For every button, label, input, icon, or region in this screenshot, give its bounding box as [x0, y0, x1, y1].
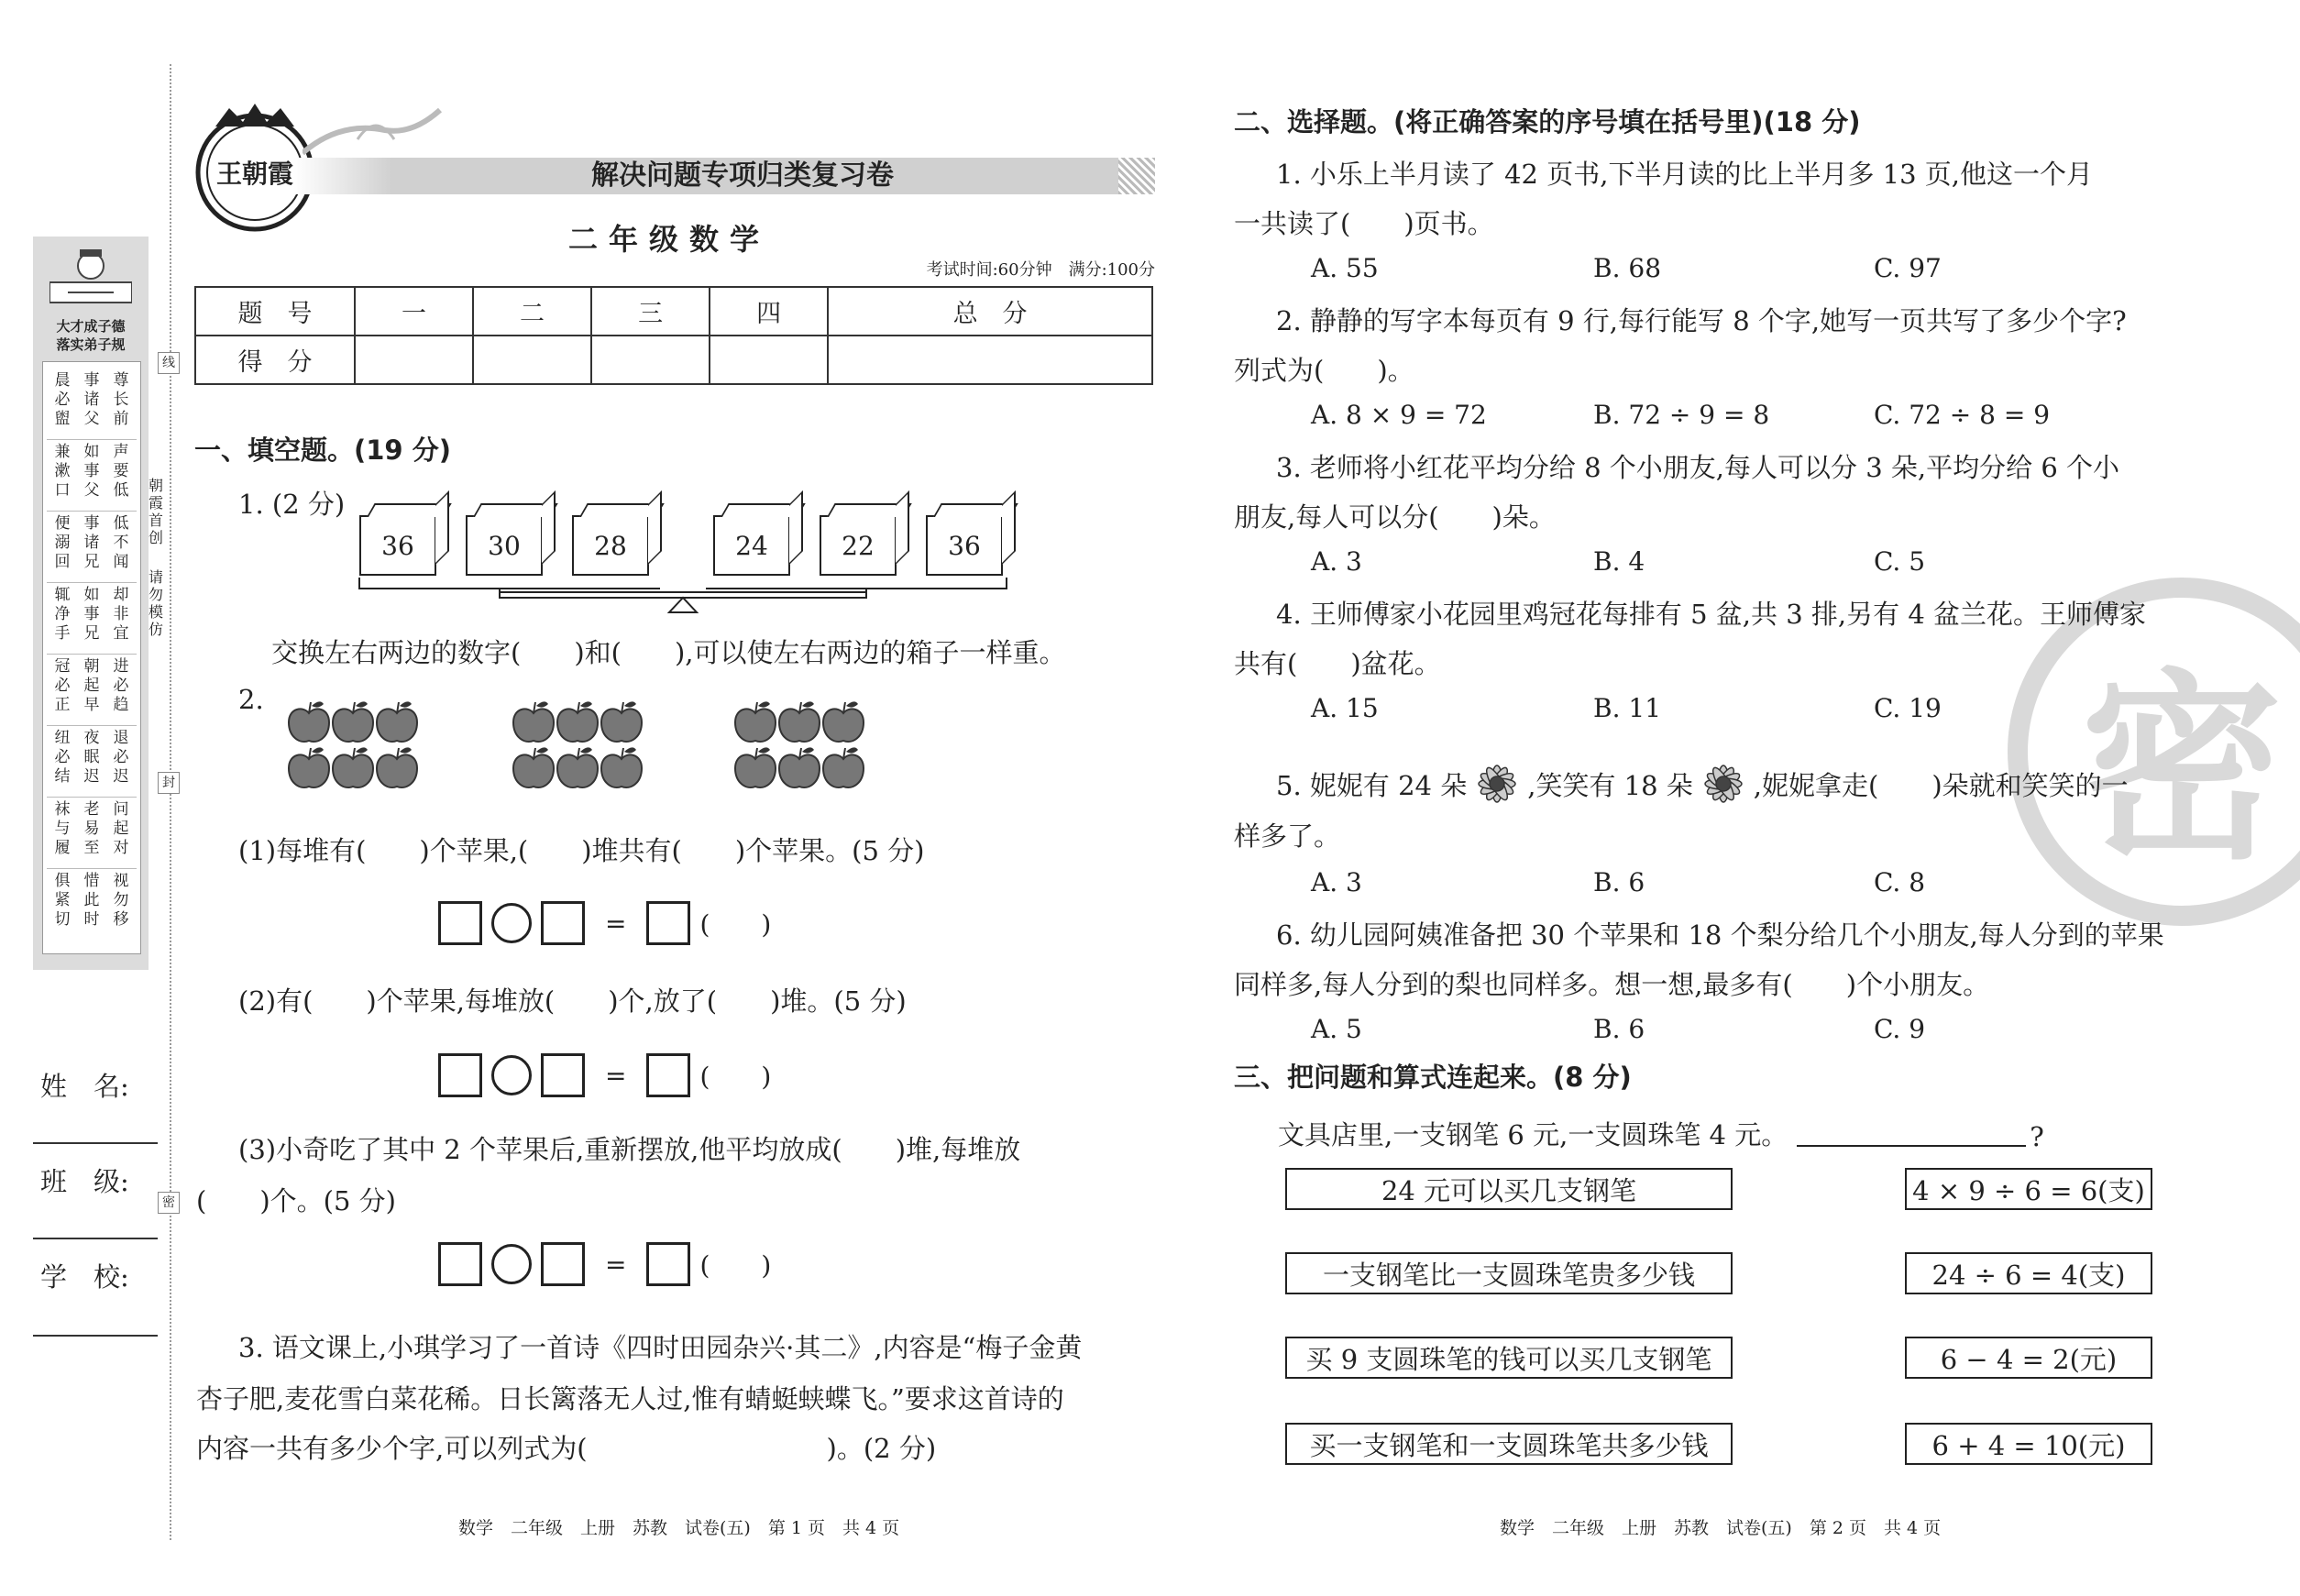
vertical-note-2: 请勿模仿 [149, 568, 164, 638]
name-field[interactable] [33, 1142, 158, 1144]
section2-title: 二、选择题。(将正确答案的序号填在括号里)(18 分) [1234, 106, 1861, 138]
page-subtitle: 二年级数学 [567, 222, 770, 257]
motto-column: 袜与履 [54, 800, 71, 857]
match-question-2[interactable]: 一支钢笔比一支圆珠笔贵多少钱 [1285, 1252, 1733, 1294]
motto-column: 惜此时 [83, 872, 100, 929]
s3-intro [1278, 1115, 2044, 1152]
answer-box[interactable] [438, 1242, 482, 1286]
s2-q2-line2: 列式为( )。 [1234, 355, 1414, 386]
motto-column: 尊长前 [113, 371, 129, 428]
scholar-figure-icon [50, 246, 132, 310]
motto-column: 辄净手 [54, 586, 71, 643]
footer-left: 数学 二年级 上册 苏教 试卷(五) 第 1 页 共 4 页 [458, 1518, 900, 1538]
s2-q3-option-c[interactable]: C. 5 [1874, 546, 1926, 577]
s2-q6-option-c[interactable]: C. 9 [1874, 1014, 1926, 1044]
s2-q5-part-c: ,妮妮拿走( )朵就和笑笑的一 [1753, 769, 2129, 801]
motto-divider [47, 654, 137, 655]
class-label: 班 级: [40, 1166, 129, 1197]
banner-title: 解决问题专项归类复习卷 [591, 160, 894, 192]
motto-column: 声要低 [113, 443, 129, 500]
flower-icon [1467, 761, 1527, 807]
margin-mark-line: 线 [158, 352, 180, 374]
score-cell[interactable] [473, 336, 591, 384]
crate-left-3: 28 [572, 515, 649, 576]
unit-paren: ( ) [699, 1062, 772, 1092]
operator-circle[interactable] [491, 1244, 532, 1284]
score-header-cell: 总 分 [828, 287, 1152, 336]
q2-part2: (2)有( )个苹果,每堆放( )个,放了( )堆。(5 分) [238, 985, 907, 1017]
score-cell[interactable] [710, 336, 828, 384]
motto-divider [47, 868, 137, 869]
crate-left-2: 30 [466, 515, 543, 576]
crate-right-1: 24 [713, 515, 790, 576]
section1-title: 一、填空题。(19 分) [194, 435, 451, 466]
flower-icon [1693, 761, 1754, 807]
school-label: 学 校: [40, 1261, 129, 1293]
motto-column: 冠必正 [54, 657, 71, 714]
s2-q1-option-c[interactable]: C. 97 [1874, 253, 1942, 283]
s2-q5-option-a[interactable]: A. 3 [1311, 867, 1362, 897]
motto-column: 问起对 [113, 800, 129, 857]
balance-scale [348, 550, 1027, 633]
s2-q2-option-b[interactable]: B. 72 ÷ 9 = 8 [1593, 400, 1770, 430]
match-formula-2[interactable]: 24 ÷ 6 = 4(支) [1905, 1252, 2152, 1294]
banner-pattern [1118, 158, 1155, 194]
motto-box [42, 361, 141, 954]
s2-q3-option-a[interactable]: A. 3 [1311, 546, 1362, 577]
motto-column: 退必迟 [113, 729, 129, 786]
footer-right: 数学 二年级 上册 苏教 试卷(五) 第 2 页 共 4 页 [1500, 1518, 1942, 1538]
match-formula-3[interactable]: 6 − 4 = 2(元) [1905, 1337, 2152, 1379]
equals-sign: = [605, 908, 627, 939]
s3-intro-tail: ? [2030, 1121, 2044, 1152]
match-question-4[interactable]: 买一支钢笔和一支圆珠笔共多少钱 [1285, 1423, 1733, 1465]
s2-q6-option-b[interactable]: B. 6 [1593, 1014, 1645, 1044]
answer-box[interactable] [438, 901, 482, 945]
answer-box[interactable] [541, 1053, 585, 1097]
s2-q2-option-a[interactable]: A. 8 × 9 = 72 [1311, 400, 1487, 430]
operator-circle[interactable] [491, 1055, 532, 1095]
motto-column: 夜眠迟 [83, 729, 100, 786]
motto-column: 事诸兄 [83, 514, 100, 571]
score-header-cell: 题 号 [195, 287, 355, 336]
slogan-line-2: 落实弟子规 [56, 336, 126, 353]
s2-q4-line1: 4. 王师傅家小花园里鸡冠花每排有 5 盆,共 3 排,另有 4 盆兰花。王师傅家 [1276, 599, 2146, 630]
section3-title: 三、把问题和算式连起来。(8 分) [1234, 1062, 1632, 1093]
motto-column: 纽必结 [54, 729, 71, 786]
s2-q3-option-b[interactable]: B. 4 [1593, 546, 1645, 577]
s2-q4-option-b[interactable]: B. 11 [1593, 693, 1662, 723]
score-header-cell: 一 [355, 287, 473, 336]
s2-q1-option-a[interactable]: A. 55 [1311, 253, 1379, 283]
s2-q5-part-a: 5. 妮妮有 24 朵 [1276, 769, 1468, 801]
motto-column: 兼漱口 [54, 443, 71, 500]
unit-paren: ( ) [699, 1250, 772, 1281]
motto-column: 晨必盥 [54, 371, 71, 428]
q2-part3-line2: ( )个。(5 分) [196, 1185, 396, 1216]
equation-row-3 [438, 1241, 771, 1287]
operator-circle[interactable] [491, 903, 532, 943]
s2-q5-line1 [1276, 761, 2129, 807]
match-formula-4[interactable]: 6 + 4 = 10(元) [1905, 1423, 2152, 1465]
q2-part1: (1)每堆有( )个苹果,( )堆共有( )个苹果。(5 分) [238, 835, 925, 866]
name-label: 姓 名: [40, 1071, 129, 1102]
sidebar-motto-panel [33, 237, 149, 970]
motto-column: 老易至 [83, 800, 100, 857]
answer-box[interactable] [541, 1242, 585, 1286]
match-question-1[interactable]: 24 元可以买几支钢笔 [1285, 1168, 1733, 1210]
q2-part3-line1: (3)小奇吃了其中 2 个苹果后,重新摆放,他平均放成( )堆,每堆放 [238, 1134, 1021, 1165]
s3-intro-text: 文具店里,一支钢笔 6 元,一支圆珠笔 4 元。 [1278, 1119, 1788, 1150]
motto-column: 视勿移 [113, 872, 129, 929]
margin-mark-secret: 密 [158, 1192, 180, 1214]
motto-divider [47, 797, 137, 798]
score-header-cell: 三 [591, 287, 710, 336]
match-question-3[interactable]: 买 9 支圆珠笔的钱可以买几支钢笔 [1285, 1337, 1733, 1379]
s2-q4-option-a[interactable]: A. 15 [1311, 693, 1379, 723]
q3-line3: 内容一共有多少个字,可以列式为( )。(2 分) [196, 1433, 937, 1464]
q3-line2: 杏子肥,麦花雪白菜花稀。日长篱落无人过,惟有蜻蜓蛱蝶飞。”要求这首诗的 [196, 1383, 1064, 1414]
score-table [194, 286, 1153, 385]
s2-q1-line1: 1. 小乐上半月读了 42 页书,下半月读的比上半月多 13 页,他这一个月 [1276, 159, 2094, 190]
s2-q1-line2: 一共读了( )页书。 [1234, 208, 1494, 239]
s2-q3-line2: 朋友,每人可以分( )朵。 [1234, 501, 1556, 533]
q1-text: 交换左右两边的数字( )和( ),可以使左右两边的箱子一样重。 [271, 637, 1066, 668]
s2-q4-option-c[interactable]: C. 19 [1874, 693, 1942, 723]
motto-column: 进必趋 [113, 657, 129, 714]
motto-column: 便溺回 [54, 514, 71, 571]
score-cell[interactable] [828, 336, 1152, 384]
margin-mark-seal: 封 [158, 772, 180, 794]
motto-divider [47, 439, 137, 440]
score-header-cell: 四 [710, 287, 828, 336]
equation-row-2 [438, 1052, 771, 1098]
equals-sign: = [605, 1060, 627, 1091]
s2-q3-line1: 3. 老师将小红花平均分给 8 个小朋友,每人可以分 3 朵,平均分给 6 个小 [1276, 452, 2119, 483]
motto-column: 俱紧切 [54, 872, 71, 929]
crate-right-2: 22 [820, 515, 897, 576]
binding-dashed-line [170, 64, 171, 1540]
answer-box[interactable] [438, 1053, 482, 1097]
motto-divider [47, 511, 137, 512]
slogan-line-1: 大才成子德 [56, 318, 126, 335]
motto-column: 却非宜 [113, 586, 129, 643]
motto-divider [47, 725, 137, 726]
score-header-cell: 二 [473, 287, 591, 336]
class-field[interactable] [33, 1238, 158, 1239]
answer-box[interactable] [646, 901, 690, 945]
score-cell[interactable] [591, 336, 710, 384]
vertical-note-1: 朝霞首创 [149, 477, 164, 546]
score-row-label: 得 分 [195, 336, 355, 384]
school-field[interactable] [33, 1335, 158, 1337]
s2-q2-option-c[interactable]: C. 72 ÷ 8 = 9 [1874, 400, 2051, 430]
equation-row-1 [438, 900, 771, 946]
motto-divider [47, 582, 137, 583]
crate-right-3: 36 [926, 515, 1003, 576]
exam-info: 考试时间:60分钟 满分:100分 [926, 260, 1155, 280]
answer-box[interactable] [646, 1242, 690, 1286]
motto-column: 事诸父 [83, 371, 100, 428]
motto-column: 如事兄 [83, 586, 100, 643]
q2-label: 2. [238, 684, 264, 715]
s2-q4-line2: 共有( )盆花。 [1234, 648, 1441, 679]
s2-q5-option-c[interactable]: C. 8 [1874, 867, 1926, 897]
s2-q5-option-b[interactable]: B. 6 [1593, 867, 1645, 897]
unit-paren: ( ) [699, 909, 772, 940]
equals-sign: = [605, 1249, 627, 1280]
motto-column: 低不闻 [113, 514, 129, 571]
s2-q6-line1: 6. 幼儿园阿姨准备把 30 个苹果和 18 个梨分给几个小朋友,每人分到的苹果 [1276, 919, 2164, 951]
motto-column: 如事父 [83, 443, 100, 500]
motto-column: 朝起早 [83, 657, 100, 714]
score-cell[interactable] [355, 336, 473, 384]
s2-q6-line2: 同样多,每人分到的梨也同样多。想一想,最多有( )个小朋友。 [1234, 969, 1990, 1000]
confidential-watermark: 密 [2008, 578, 2300, 926]
q3-line1: 3. 语文课上,小琪学习了一首诗《四时田园杂兴·其二》,内容是“梅子金黄 [238, 1332, 1083, 1363]
s2-q5-line2: 样多了。 [1234, 820, 1341, 852]
answer-box[interactable] [541, 901, 585, 945]
answer-box[interactable] [646, 1053, 690, 1097]
logo-text: 王朝霞 [215, 159, 293, 189]
match-formula-1[interactable]: 4 × 9 ÷ 6 = 6(支) [1905, 1168, 2152, 1210]
s2-q5-part-b: ,笑笑有 18 朵 [1527, 769, 1693, 801]
s2-q6-option-a[interactable]: A. 5 [1311, 1014, 1362, 1044]
crate-left-1: 36 [359, 515, 436, 576]
s2-q1-option-b[interactable]: B. 68 [1593, 253, 1662, 283]
q1-label: 1. (2 分) [238, 489, 346, 520]
s3-intro-blank[interactable] [1797, 1145, 2026, 1147]
apple-groups [286, 693, 873, 794]
s2-q2-line1: 2. 静静的写字本每页有 9 行,每行能写 8 个字,她写一页共写了多少个字? [1276, 305, 2127, 336]
